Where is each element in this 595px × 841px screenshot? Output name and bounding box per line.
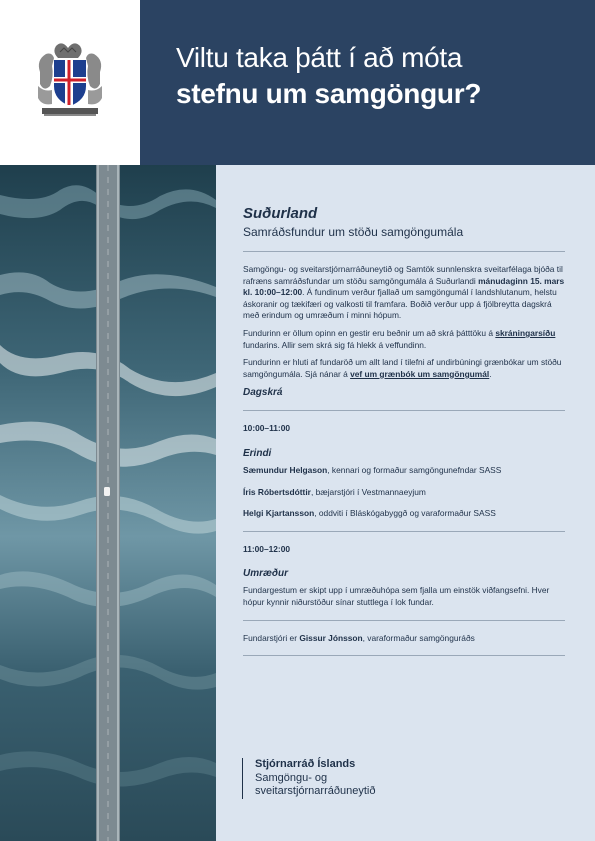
session1-time: 10:00–11:00	[243, 423, 291, 434]
divider	[243, 655, 565, 656]
aerial-bridge-photo	[0, 165, 216, 841]
footer-ministry-line1: Samgöngu- og	[255, 771, 328, 784]
intro-text: Samgöngu- og sveitarstjórnarráðuneytið og Samtök sunnlenskra sveitarfélaga bjóða til rafræns samráðsfundar um stöðu samgöngumála á Suðurlandi	[243, 264, 563, 286]
event-date: mánudaginn 15. mars kl. 10:00–12:00	[243, 275, 565, 298]
headline-line1: Viltu taka þátt í að móta	[176, 42, 463, 73]
intro-text-cont: . Á fundinum verður fjallað um samgöngumál í landshlutanum, helstu áskoranir og tækifæri og valkosti til framfara. Boðið verður upp á fjölbreytta dagskrá með erindum og umræðum í minni hópum.	[243, 287, 557, 321]
speaker-name: Sæmundur Helgason	[243, 464, 328, 475]
footer-ministry-line2: sveitarstjórnarráðuneytið	[255, 785, 376, 797]
footer-org: Stjórnarráð Íslands	[255, 758, 356, 770]
agenda-heading: Dagskrá	[243, 387, 283, 399]
registration-text-cont: fundarins. Allir sem skrá sig fá hlekk á veffundinn.	[243, 339, 427, 350]
session2-text: Fundargestum er skipt upp í umræðuhópa sem fjalla um einstök viðfangsefni. Hver hópur kynnir niðurstöður sínar stuttlega í lok fundar.	[243, 585, 550, 607]
logo-area	[0, 0, 140, 165]
greenbook-paragraph	[243, 357, 565, 380]
header-banner	[140, 0, 595, 165]
session2-time: 11:00–12:00	[243, 543, 291, 554]
speaker-role: , kennari og formaður samgöngunefndar SASS	[327, 464, 502, 475]
event-subtitle: Samráðsfundur um stöðu samgöngumála	[243, 225, 464, 239]
registration-text: Fundurinn er öllum opinn en gestir eru beðnir um að skrá þátttöku á	[243, 327, 496, 338]
speaker-name: Íris Róbertsdóttir	[243, 486, 311, 497]
content-panel	[216, 165, 595, 841]
speaker-item	[243, 508, 565, 520]
divider	[243, 410, 565, 411]
region-title: Suðurland	[243, 205, 318, 222]
divider	[243, 620, 565, 621]
chair-role: , varaformaður samgönguráðs	[362, 632, 475, 643]
speaker-role: , oddviti í Bláskógabyggð og varaformaður SASS	[314, 508, 496, 519]
speaker-item	[243, 465, 565, 477]
divider	[243, 531, 565, 532]
greenbook-text: Fundurinn er hluti af fundaröð um allt land í tilefni af undirbúningi grænbókar um stöðu samgöngumála. Sjá nánar á	[243, 357, 562, 379]
session2-heading: Umræður	[243, 568, 289, 580]
greenbook-link[interactable]: vef um grænbók um samgöngumál	[350, 368, 490, 379]
chair-line	[243, 633, 565, 645]
chair-text: Fundarstjóri er	[243, 632, 300, 643]
speaker-item	[243, 487, 565, 499]
registration-link[interactable]: skráningarsíðu	[495, 327, 556, 338]
session1-heading: Erindi	[243, 447, 272, 459]
registration-paragraph	[243, 328, 565, 351]
chair-name: Gissur Jónsson	[299, 632, 363, 643]
speaker-role: , bæjarstjóri í Vestmannaeyjum	[310, 486, 426, 497]
speaker-name: Helgi Kjartansson	[243, 508, 315, 519]
headline-line2: stefnu um samgöngur?	[176, 78, 482, 109]
event-content	[243, 205, 565, 668]
footer-signature	[242, 758, 375, 799]
icelandic-coat-of-arms-icon	[34, 42, 106, 118]
divider	[243, 251, 565, 252]
intro-paragraph	[243, 264, 565, 322]
greenbook-text-cont: .	[489, 368, 492, 379]
